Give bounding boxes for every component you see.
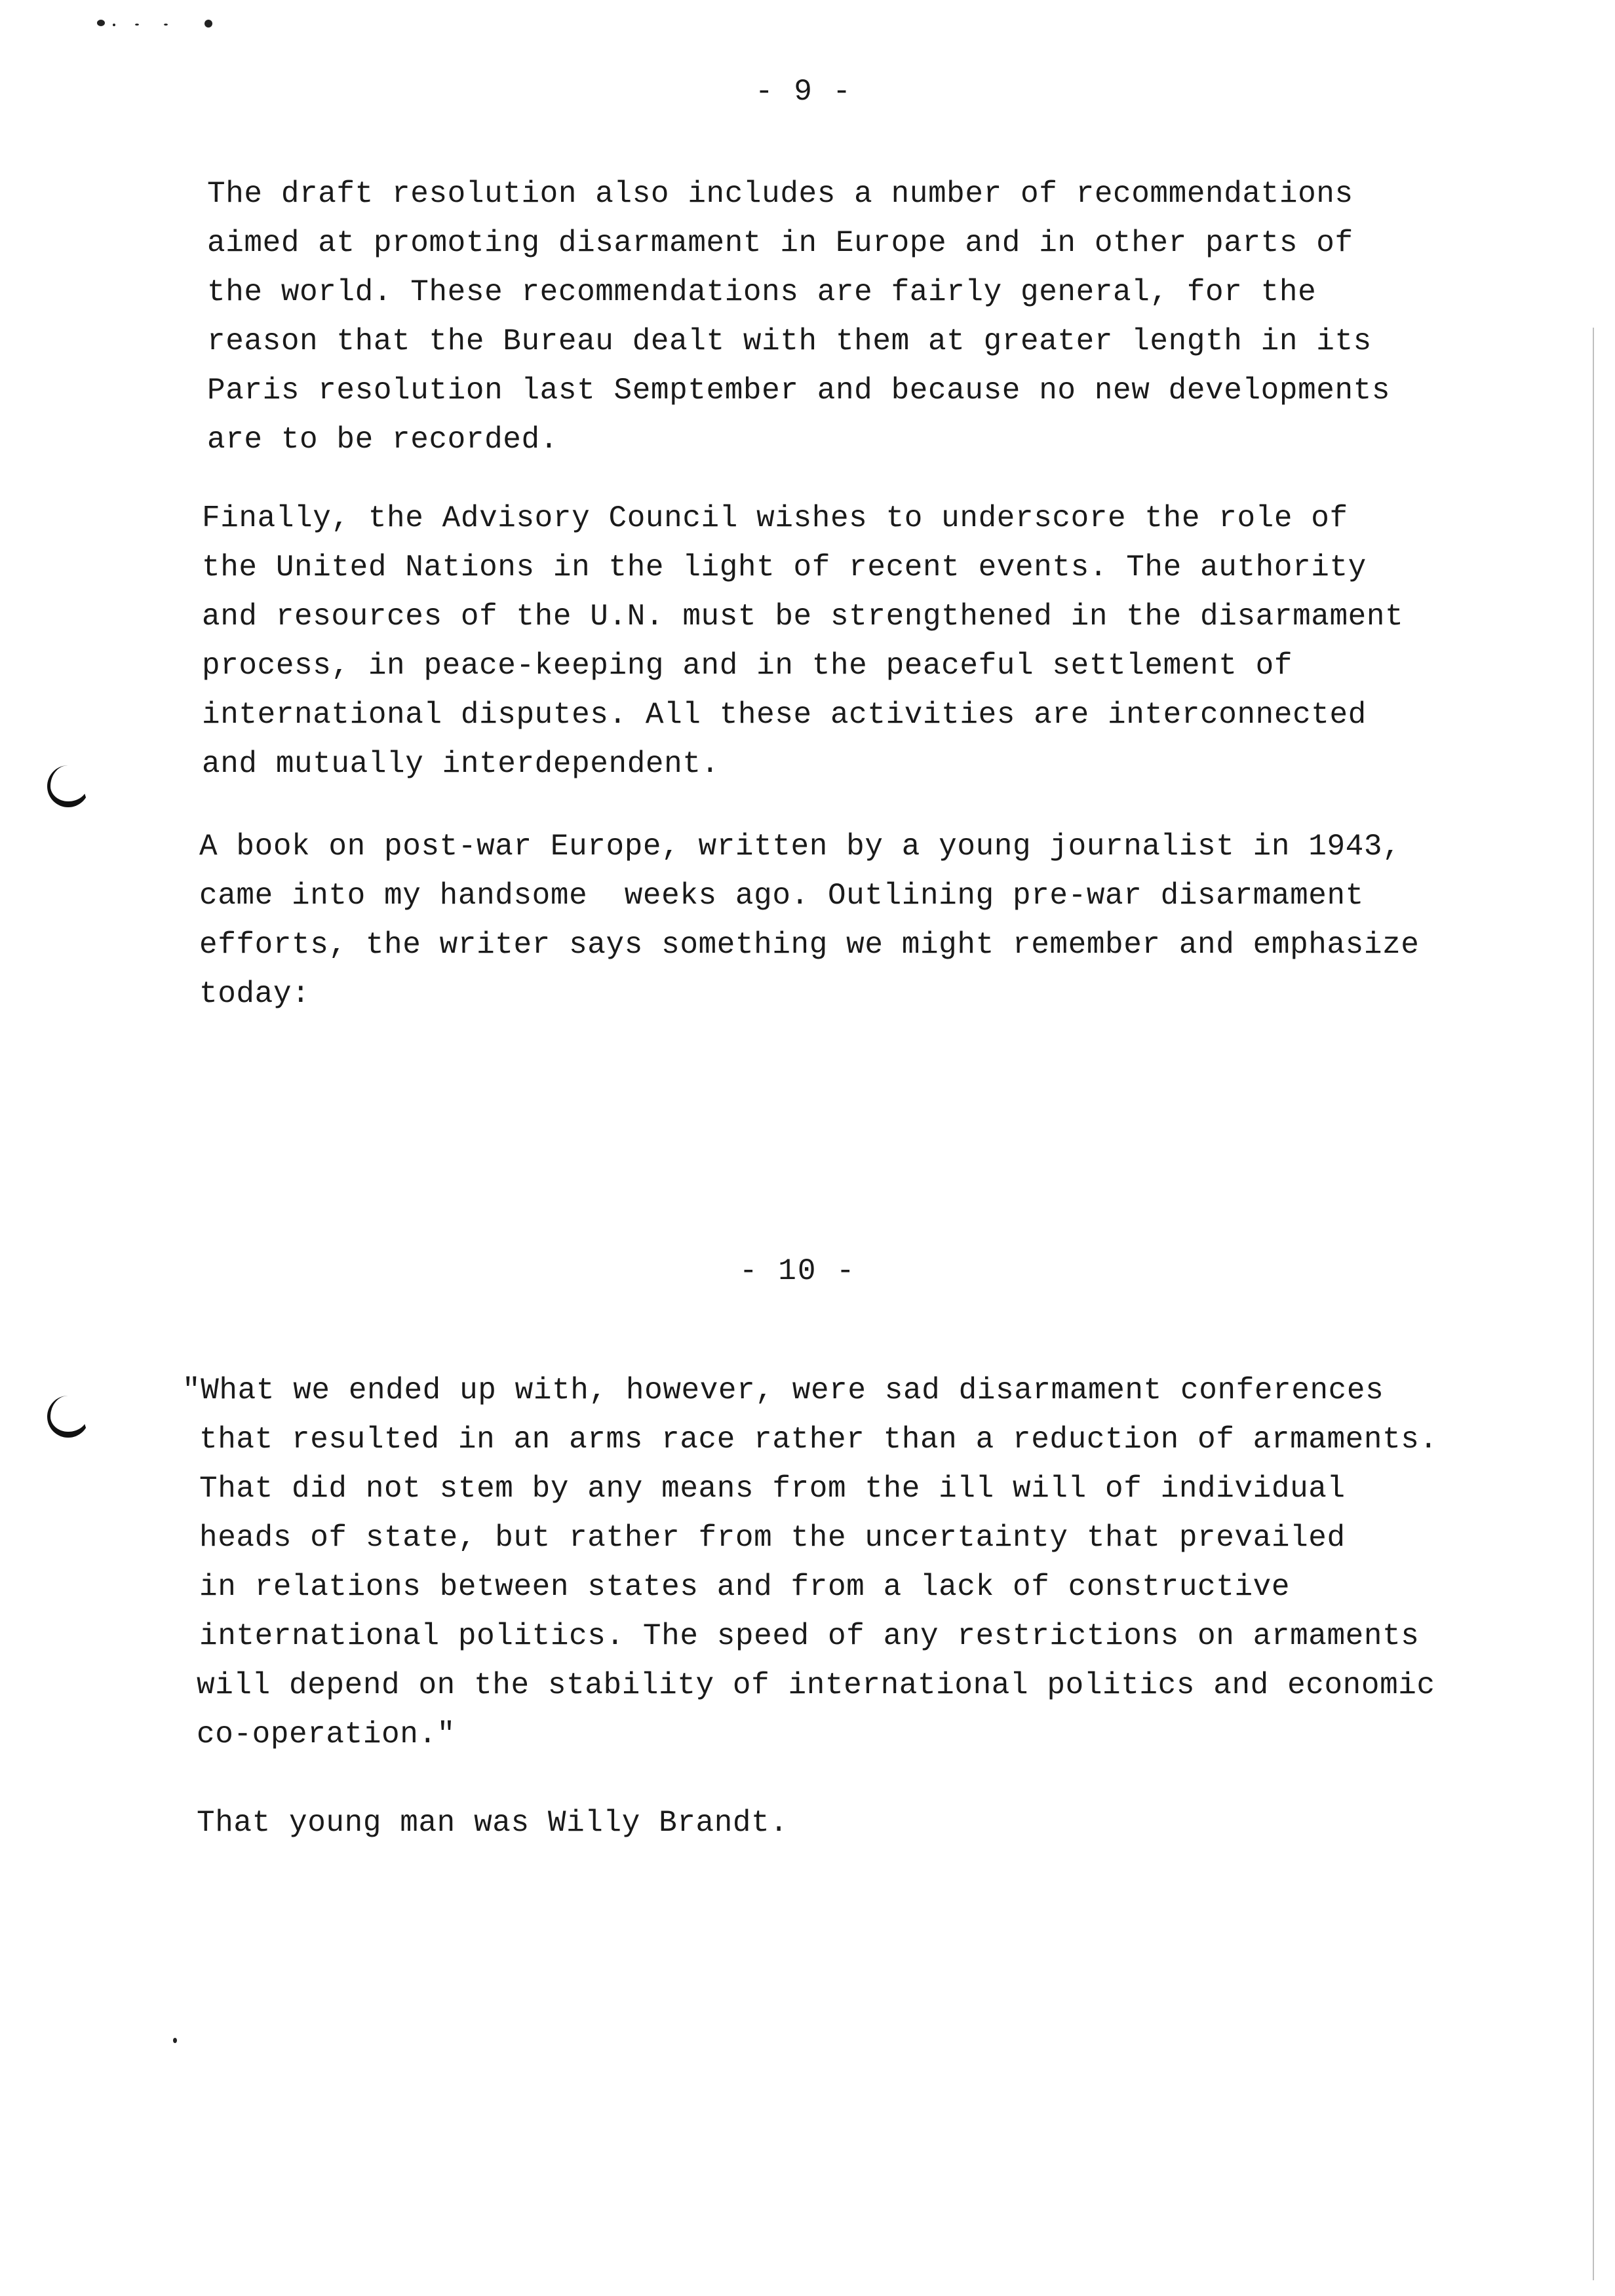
text-line: will depend on the stability of international politics and economic: [197, 1668, 1435, 1702]
text-line: A book on post-war Europe, written by a young journalist in 1943,: [199, 830, 1401, 864]
text-line: in relations between states and from a lack of constructive: [199, 1570, 1291, 1604]
text-line: Paris resolution last Semptember and because no new developments: [207, 373, 1391, 408]
scan-speck: [164, 24, 168, 26]
text-line: co-operation.": [197, 1717, 456, 1751]
text-line: that resulted in an arms race rather than a reduction of armaments.: [199, 1423, 1438, 1457]
text-line: "What we ended up with, however, were sad disarmament conferences: [182, 1373, 1384, 1407]
text-line: Finally, the Advisory Council wishes to underscore the role of: [202, 501, 1348, 535]
text-line: heads of state, but rather from the uncertainty that prevailed: [199, 1521, 1346, 1555]
text-line: the world. These recommendations are fairly general, for the: [207, 275, 1317, 309]
text-line: and mutually interdependent.: [202, 747, 720, 781]
page-number-10: - 10 -: [739, 1254, 856, 1288]
text-line: reason that the Bureau dealt with them at greater length in its: [207, 324, 1372, 358]
text-line: international politics. The speed of any restrictions on armaments: [199, 1619, 1420, 1653]
punch-hole-mark: [47, 1396, 89, 1438]
text-line: are to be recorded.: [207, 423, 558, 457]
scan-speck: [173, 2038, 177, 2043]
scan-edge-line: [1593, 328, 1594, 2280]
scan-speck: [113, 24, 115, 26]
text-line: came into my handsome weeks ago. Outlining pre-war disarmament: [199, 879, 1364, 913]
text-line: That did not stem by any means from the ill will of individual: [199, 1472, 1346, 1506]
text-line: aimed at promoting disarmament in Europe and in other parts of: [207, 226, 1353, 260]
text-line: international disputes. All these activities are interconnected: [202, 698, 1367, 732]
text-line: today:: [199, 977, 311, 1011]
punch-hole-mark: [47, 765, 89, 807]
scan-speck: [97, 20, 105, 26]
text-line: The draft resolution also includes a number of recommendations: [207, 177, 1353, 211]
text-line: That young man was Willy Brandt.: [197, 1806, 788, 1840]
text-line: the United Nations in the light of recent events. The authority: [202, 550, 1367, 584]
scan-speck: [204, 20, 212, 28]
text-line: and resources of the U.N. must be strengthened in the disarmament: [202, 600, 1404, 634]
scan-speck: [135, 24, 139, 26]
text-line: process, in peace-keeping and in the peaceful settlement of: [202, 649, 1293, 683]
page-number-9: - 9 -: [755, 75, 853, 109]
text-line: efforts, the writer says something we might remember and emphasize: [199, 928, 1420, 962]
